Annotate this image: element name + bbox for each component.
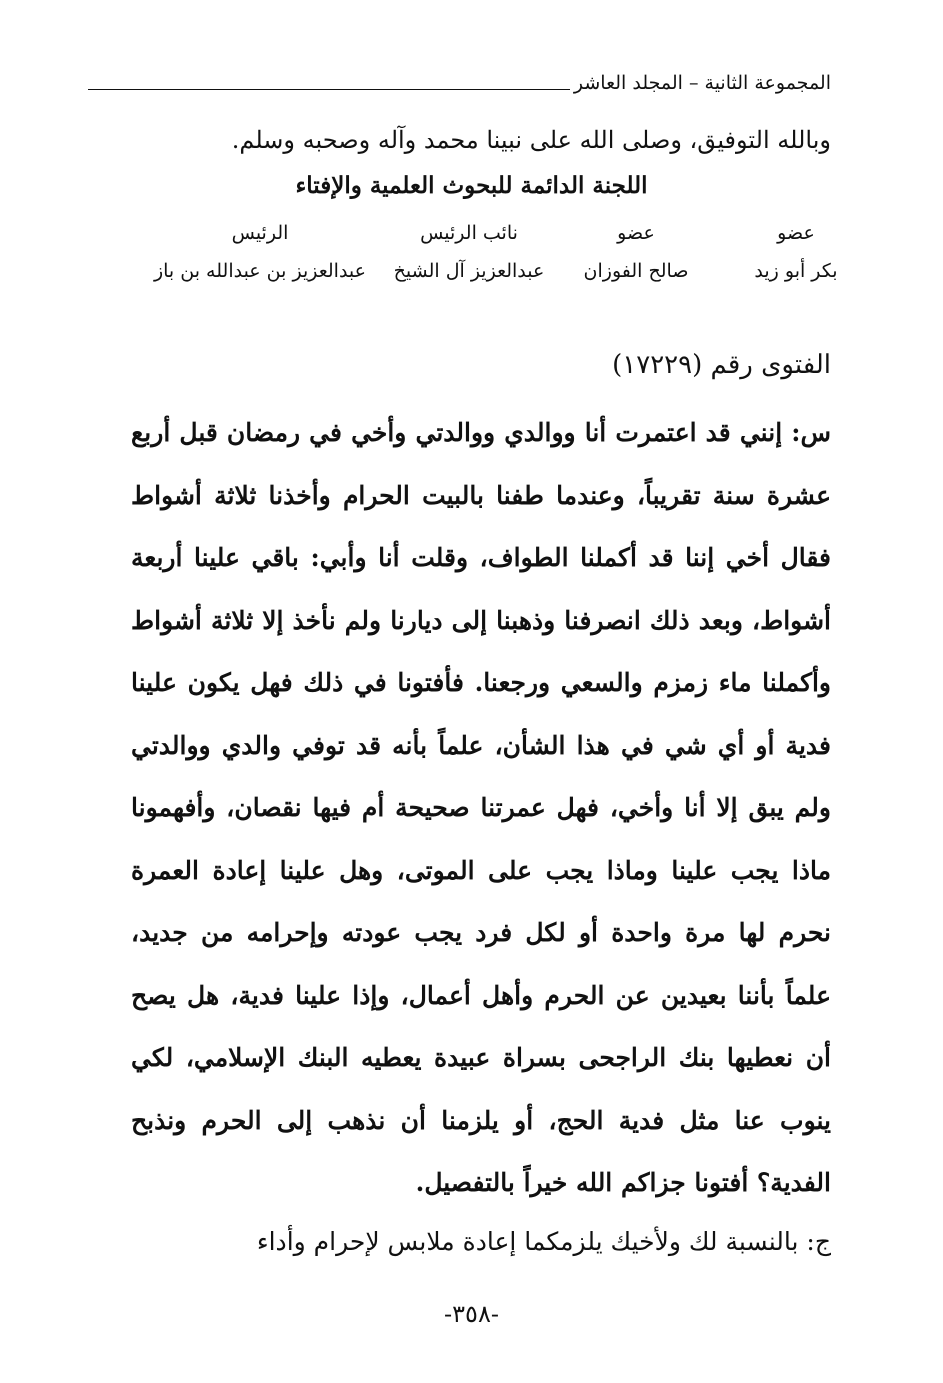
member-role: عضو	[777, 222, 815, 244]
closing-formula: وبالله التوفيق، وصلى الله على نبينا محمد وآله وصحبه وسلم.	[231, 126, 831, 154]
committee-name: اللجنة الدائمة للبحوث العلمية والإفتاء	[295, 172, 648, 199]
answer-paragraph: ج: بالنسبة لك ولأخيك يلزمكما إعادة ملابس لإحرام وأداء	[256, 1227, 831, 1256]
member-role: نائب الرئيس	[420, 222, 518, 244]
member-name: بكر أبو زيد	[754, 260, 838, 282]
member-4	[125, 222, 395, 282]
running-header	[88, 72, 831, 94]
running-title: المجموعة الثانية – المجلد العاشر	[573, 72, 831, 94]
header-rule	[88, 89, 570, 90]
page-number: -٣٥٨-	[444, 1300, 499, 1328]
member-role: عضو	[617, 222, 655, 244]
member-name: صالح الفوزان	[583, 260, 689, 282]
member-name: عبدالعزيز بن عبدالله بن باز	[153, 260, 367, 282]
member-name: عبدالعزيز آل الشيخ	[393, 260, 545, 282]
member-3	[364, 222, 574, 282]
committee-members	[131, 222, 838, 302]
question-paragraph: س: إنني قد اعتمرت أنا ووالدي ووالدتي وأخي في رمضان قبل أربع عشرة سنة تقريباً، وعندما طفنا بالبيت الحرام وأخذنا ثلاثة أشواط فقال أخي إننا قد أكملنا الطواف، وقلت أنا وأبي: باقي علينا أربعة أشواط، وبعد ذلك انصرفنا وذهبنا إلى ديارنا ولم نأخذ إلا ثلاثة أشواط وأكملنا ماء زمزم والسعي ورجعنا. فأفتونا في ذلك فهل يكون علينا فدية أو أي شي في هذا الشأن، علماً بأنه قد توفي والدي ووالدتي ولم يبق إلا أنا وأخي، فهل عمرتنا صحيحة أم فيها نقصان، وأفهمونا ماذا يجب علينا وماذا يجب على الموتى، وهل علينا إعادة العمرة نحرم لها مرة واحدة أو لكل فرد يجب عودته وإحرامه من جديد، علماً بأننا بعيدين عن الحرم وأهل أعمال، وإذا علينا فدية، هل يصح أن نعطيها بنك الراجحى بسراة عبيدة يعطيه البنك الإسلامي، لكي ينوب عنا مثل فدية الحج، أو يلزمنا أن نذهب إلى الحرم ونذبح الفدية؟ أفتونا جزاكم الله خيراً بالتفصيل.	[131, 418, 831, 1197]
fatwa-title: الفتوى رقم (١٧٢٢٩)	[612, 350, 831, 380]
member-role: الرئيس	[231, 222, 289, 244]
